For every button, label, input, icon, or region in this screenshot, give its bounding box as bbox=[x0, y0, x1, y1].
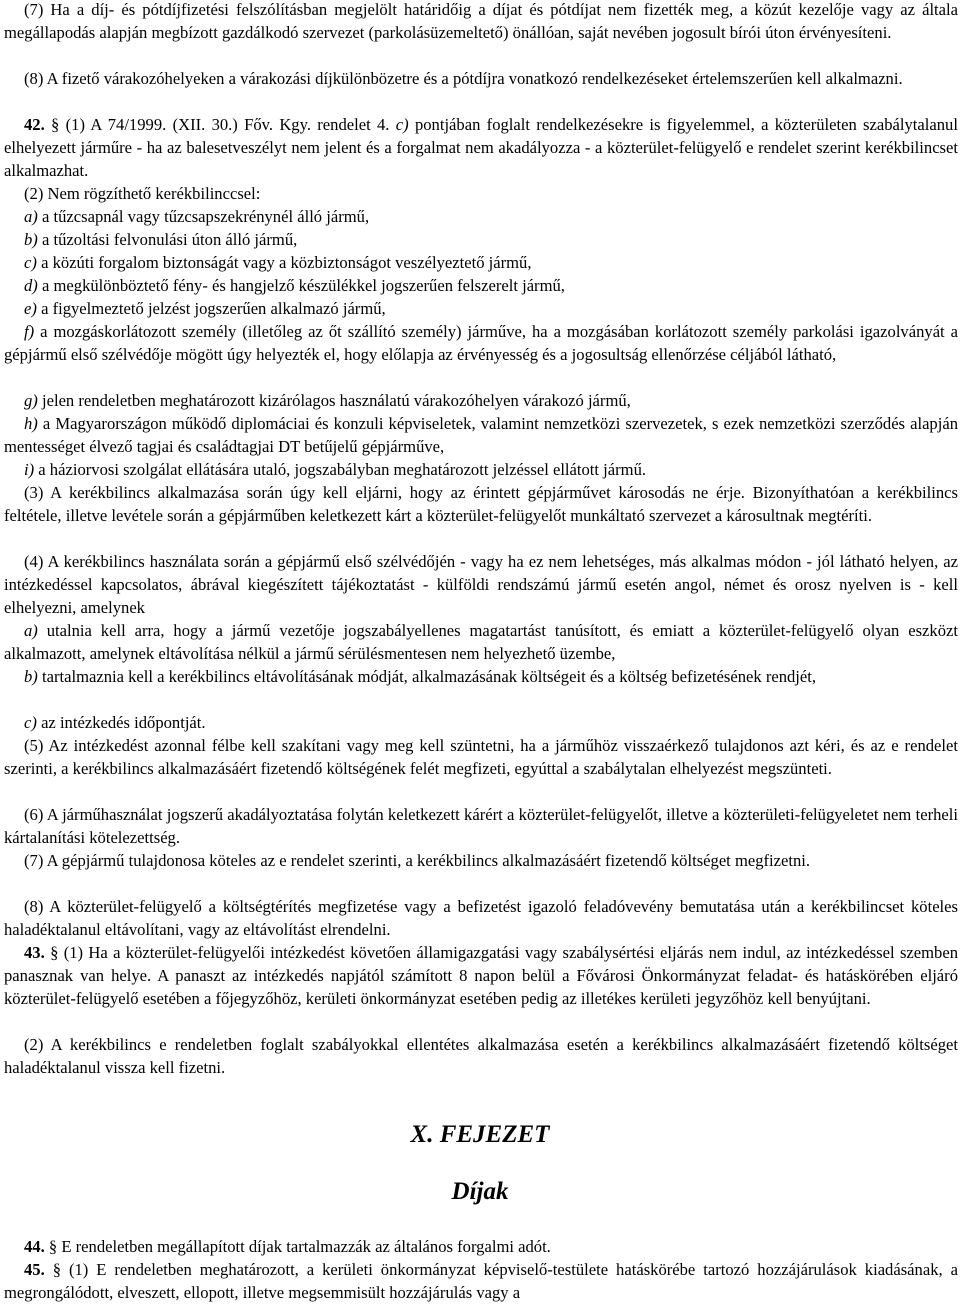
section-text: pontjában foglalt rendelkezésekre is figyelemmel, a közterületen szabálytalanul elhelyezett járműre - ha az balesetveszélyt nem jelent és a forgalmat nem akadályozza - a közterület-felügyelő e rendelet szerint kerékbilincset alkalmazhat. bbox=[4, 115, 958, 180]
item-letter: h) bbox=[24, 414, 38, 433]
item-letter: a) bbox=[24, 207, 38, 226]
list-item bbox=[4, 412, 958, 458]
chapter-heading: X. FEJEZET bbox=[410, 1121, 550, 1148]
list-item bbox=[4, 205, 958, 228]
section-number: 43. bbox=[24, 943, 45, 962]
list-item bbox=[4, 665, 958, 688]
list-item bbox=[4, 389, 958, 412]
item-text: a mozgáskorlátozott személy (illetőleg az őt szállító személy) járműve, ha a mozgásában korlátozott személy parkolási igazolványát a gépjármű első szélvédője mögött úgy helyezték el, hogy előlapja az érvényesség és a jogosultság ellenőrzése céljából látható, bbox=[4, 322, 958, 364]
section-text: E rendeletben megállapított díjak tartalmazzák az általános forgalmi adót. bbox=[61, 1237, 551, 1256]
section-text: (1) Ha a közterület-felügyelői intézkedést követően államigazgatási vagy szabálysértési eljárás nem indul, az intézkedéssel szemben panasznak van helye. A panaszt az intézkedés napjától számított 8 napon belül a Fővárosi Önkormányzat feladat- és hatáskörében eljáró közterület-felügyelő esetében a főjegyzőhöz, kerületi önkormányzat esetében pedig az illetékes kerületi jegyzőhöz kell benyújtani. bbox=[4, 943, 959, 1008]
section-symbol: § bbox=[48, 1237, 58, 1256]
item-letter: d) bbox=[24, 276, 38, 295]
section-42-paragraph-8: (8) A közterület-felügyelő a költségtérítés megfizetése vagy a befizetést igazoló feladóvevény bemutatása után a kerékbilincset köteles haladéktalanul eltávolítani, vagy az eltávolítást elrendelni. bbox=[4, 897, 958, 939]
item-text: tartalmaznia kell a kerékbilincs eltávolításának módját, alkalmazásának költségeit és a költség befizetésének rendjét, bbox=[41, 667, 817, 686]
section-number: 44. bbox=[24, 1237, 45, 1256]
section-number: 45. bbox=[24, 1260, 45, 1279]
item-letter: b) bbox=[24, 667, 38, 686]
point-reference: c) bbox=[395, 115, 409, 134]
item-text: a tűzcsapnál vagy tűzcsapszekrénynél álló jármű, bbox=[41, 207, 370, 226]
item-text: a háziorvosi szolgálat ellátására utaló, jogszabályban meghatározott jelzéssel ellátott jármű. bbox=[38, 460, 647, 479]
item-letter: c) bbox=[24, 253, 37, 272]
item-text: a megkülönböztető fény- és hangjelző készülékkel jogszerűen felszerelt jármű, bbox=[41, 276, 565, 295]
item-text: jelen rendeletben meghatározott kizárólagos használatú várakozóhelyen várakozó jármű, bbox=[41, 391, 631, 410]
list-item bbox=[4, 228, 958, 251]
section-42-paragraph-6: (6) A járműhasználat jogszerű akadályoztatása folytán keletkezett kárért a közterület-felügyelőt, illetve a közterületi-felügyeletet nem terheli kártalanítási kötelezettség. bbox=[4, 805, 958, 847]
section-number: 42. bbox=[24, 115, 45, 134]
list-item bbox=[4, 619, 958, 665]
section-symbol: § bbox=[51, 115, 60, 134]
list-item bbox=[4, 274, 958, 297]
list-item bbox=[4, 251, 958, 274]
section-43-paragraph-1 bbox=[4, 941, 958, 1010]
section-42-paragraph-2: (2) Nem rögzíthető kerékbilinccsel: bbox=[24, 184, 261, 203]
item-text: a tűzoltási felvonulási úton álló jármű, bbox=[41, 230, 298, 249]
section-42-paragraph-5: (5) Az intézkedést azonnal félbe kell szakítani vagy meg kell szüntetni, ha a járműhöz visszaérkező tulajdonos azt kéri, és az e rendelet szerinti, a kerékbilincs alkalmazásáért fizetendő költségének felét megfizeti, egyúttal a szabálytalan elhelyezést megszünteti. bbox=[4, 736, 958, 778]
list-item bbox=[4, 297, 958, 320]
section-42-paragraph-3: (3) A kerékbilincs alkalmazása során úgy kell eljárni, hogy az érintett gépjárművet károsodás ne érje. Bizonyíthatóan a kerékbilincs feltétele, illetve levétele során a gépjárműben keletkezett kárt a közterület-felügyelőt munkáltató szervezet a károsultnak megtéríti. bbox=[4, 483, 958, 525]
item-text: a figyelmeztető jelzést jogszerűen alkalmazó jármű, bbox=[41, 299, 386, 318]
item-letter: e) bbox=[24, 299, 37, 318]
list-item bbox=[4, 711, 958, 734]
section-text: (1) A 74/1999. (XII. 30.) Főv. Kgy. rendelet 4. bbox=[65, 115, 390, 134]
item-text: a közúti forgalom biztonságát vagy a közbiztonságot veszélyeztető jármű, bbox=[41, 253, 532, 272]
item-letter: f) bbox=[24, 322, 35, 341]
section-44 bbox=[4, 1235, 958, 1258]
section-42-paragraph-4: (4) A kerékbilincs használata során a gépjármű első szélvédőjén - vagy ha ez nem lehetséges, más alkalmas módon - jól látható helyen, az intézkedéssel kapcsolatos, ábrával kiegészített tájékoztatást - külföldi rendszámú jármű esetén angol, német és orosz nyelven is - kell elhelyezni, amelynek bbox=[4, 552, 958, 617]
item-letter: i) bbox=[24, 460, 35, 479]
item-letter: a) bbox=[24, 621, 38, 640]
chapter-title: Díjak bbox=[451, 1178, 509, 1205]
paragraph-8: (8) A fizető várakozóhelyeken a várakozási díjkülönbözetre és a pótdíjra vonatkozó rendelkezéseket értelemszerűen kell alkalmazni. bbox=[24, 69, 903, 88]
section-42-paragraph-7: (7) A gépjármű tulajdonosa köteles az e rendelet szerinti, a kerékbilincs alkalmazásáért fizetendő költséget megfizetni. bbox=[24, 851, 811, 870]
section-43-paragraph-2: (2) A kerékbilincs e rendeletben foglalt szabályokkal ellentétes alkalmazása esetén a kerékbilincs alkalmazásáért fizetendő költséget haladéktalanul vissza kell fizetni. bbox=[4, 1035, 958, 1077]
paragraph-7: (7) Ha a díj- és pótdíjfizetési felszólításban megjelölt határidőig a díjat és pótdíjat nem fizették meg, a közút kezelője vagy az általa megállapodás alapján megbízott gazdálkodó szervezet (parkolásüzemeltető) önállóan, saját nevében jogosult bírói úton érvényesíteni. bbox=[4, 0, 958, 42]
item-letter: c) bbox=[24, 713, 37, 732]
item-text: a Magyarországon működő diplomáciai és konzuli képviseletek, valamint nemzetközi szervezetek, s ezek nemzetközi szerződés alapján mentességet élvező tagjai és családtagjai DT betűjelű gépjárműve, bbox=[4, 414, 958, 456]
item-letter: b) bbox=[24, 230, 38, 249]
list-item bbox=[4, 458, 958, 481]
section-symbol: § bbox=[52, 1260, 62, 1279]
item-letter: g) bbox=[24, 391, 38, 410]
list-item bbox=[4, 320, 958, 366]
item-text: utalnia kell arra, hogy a jármű vezetője jogszabályellenes magatartást tanúsított, és emiatt a közterület-felügyelő olyan eszközt alkalmazott, amelynek eltávolítása nélkül a jármű sérülésmentesen nem helyezhető üzembe, bbox=[4, 621, 958, 663]
section-42-paragraph-1 bbox=[4, 113, 958, 182]
section-text: (1) E rendeletben meghatározott, a kerületi önkormányzat képviselő-testülete hatáskörébe tartozó hozzájárulások kiadásának, a megrongálódott, elveszett, ellopott, illetve megsemmisült hozzájárulás vagy a bbox=[4, 1260, 958, 1302]
section-symbol: § bbox=[50, 943, 59, 962]
section-45-paragraph-1 bbox=[4, 1258, 958, 1304]
item-text: az intézkedés időpontját. bbox=[41, 713, 206, 732]
